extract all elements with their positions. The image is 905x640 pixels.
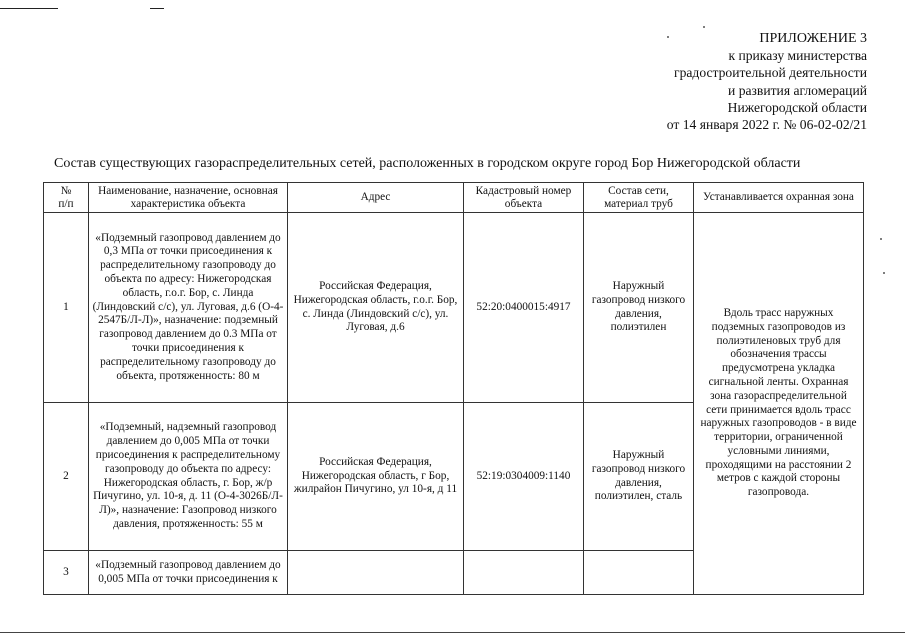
header-address: Адрес: [288, 183, 464, 213]
scan-speck: [880, 238, 882, 240]
row-name: «Подземный газопровод давлением до 0,3 МПа от точки присоединения к распределительному газопроводу до объекта по адресу: Нижегородская область, г.о.г. Бор, с. Линда (Линдовский с/с), ул. Луговая, д.6 (О-4-2547Б/Л-Л)», назначение: подземный газопровод давлением до 0.3 МПа от точки присоединения к распределительному газопроводу до объекта, протяженность: 80 м: [89, 213, 288, 403]
row-cadastral: 52:19:0304009:1140: [464, 403, 584, 551]
row-composition: Наружный газопровод низкого давления, полиэтилен: [584, 213, 694, 403]
row-address: Российская Федерация, Нижегородская область, г.о.г. Бор, с. Линда (Линдовский с/с), ул. Луговая, д.6: [288, 213, 464, 403]
appendix-line: от 14 января 2022 г. № 06-02-02/21: [666, 117, 867, 133]
appendix-line: Нижегородской области: [727, 99, 867, 115]
scan-bottom-edge-line: [0, 632, 905, 633]
document-title: Состав существующих газораспределительных сетей, расположенных в городском округе город Бор Нижегородской области: [54, 156, 801, 171]
row-name: «Подземный газопровод давлением до 0,005 МПа от точки присоединения к: [89, 551, 288, 595]
table-row: [44, 213, 864, 403]
appendix-line: и развития агломераций: [728, 82, 867, 98]
row-num: 2: [44, 403, 89, 551]
row-address: Российская Федерация, Нижегородская область, г Бор, жилрайон Пичугино, ул 10-я, д 11: [288, 403, 464, 551]
row-address: [288, 551, 464, 595]
row-num: 1: [44, 213, 89, 403]
appendix-heading: ПРИЛОЖЕНИЕ 3: [759, 31, 867, 46]
appendix-block: [667, 30, 867, 133]
scan-speck: [703, 26, 705, 28]
row-num: 3: [44, 551, 89, 595]
row-name: «Подземный, надземный газопровод давлением до 0,005 МПа от точки присоединения к распределительному газопроводу до объекта по адресу: Нижегородская область, г. Бор, ж/р Пичугино, ул. 10-я, д. 11 (О-4-3026Б/Л-Л)», назначение: Газопровод низкого давления, протяженность: 55 м: [89, 403, 288, 551]
header-composition: Состав сети, материал труб: [584, 183, 694, 213]
row-composition: Наружный газопровод низкого давления, полиэтилен, сталь: [584, 403, 694, 551]
header-num: № п/п: [44, 183, 89, 213]
scan-speck: [883, 272, 885, 274]
header-cadastral: Кадастровый номер объекта: [464, 183, 584, 213]
scan-top-edge-line: [0, 8, 58, 9]
table-header-row: [44, 183, 864, 213]
protection-zone-cell: Вдоль трасс наружных подземных газопроводов из полиэтиленовых труб для обозначения трассы предусмотрена укладка сигнальной ленты. Охранная зона газораспределительной сети принимается вдоль трасс наружных газопроводов - в виде территории, ограниченной условными линиями, проходящими на расстоянии 2 метров с каждой стороны газопровода.: [694, 213, 864, 595]
row-cadastral: 52:20:0400015:4917: [464, 213, 584, 403]
row-cadastral: [464, 551, 584, 595]
appendix-line: градостроительной деятельности: [674, 65, 867, 81]
header-zone: Устанавливается охранная зона: [694, 183, 864, 213]
header-name: Наименование, назначение, основная характеристика объекта: [89, 183, 288, 213]
appendix-line: к приказу министерства: [728, 48, 867, 64]
row-composition: [584, 551, 694, 595]
scan-top-edge-line: [150, 8, 164, 9]
gas-network-table: [43, 182, 864, 595]
